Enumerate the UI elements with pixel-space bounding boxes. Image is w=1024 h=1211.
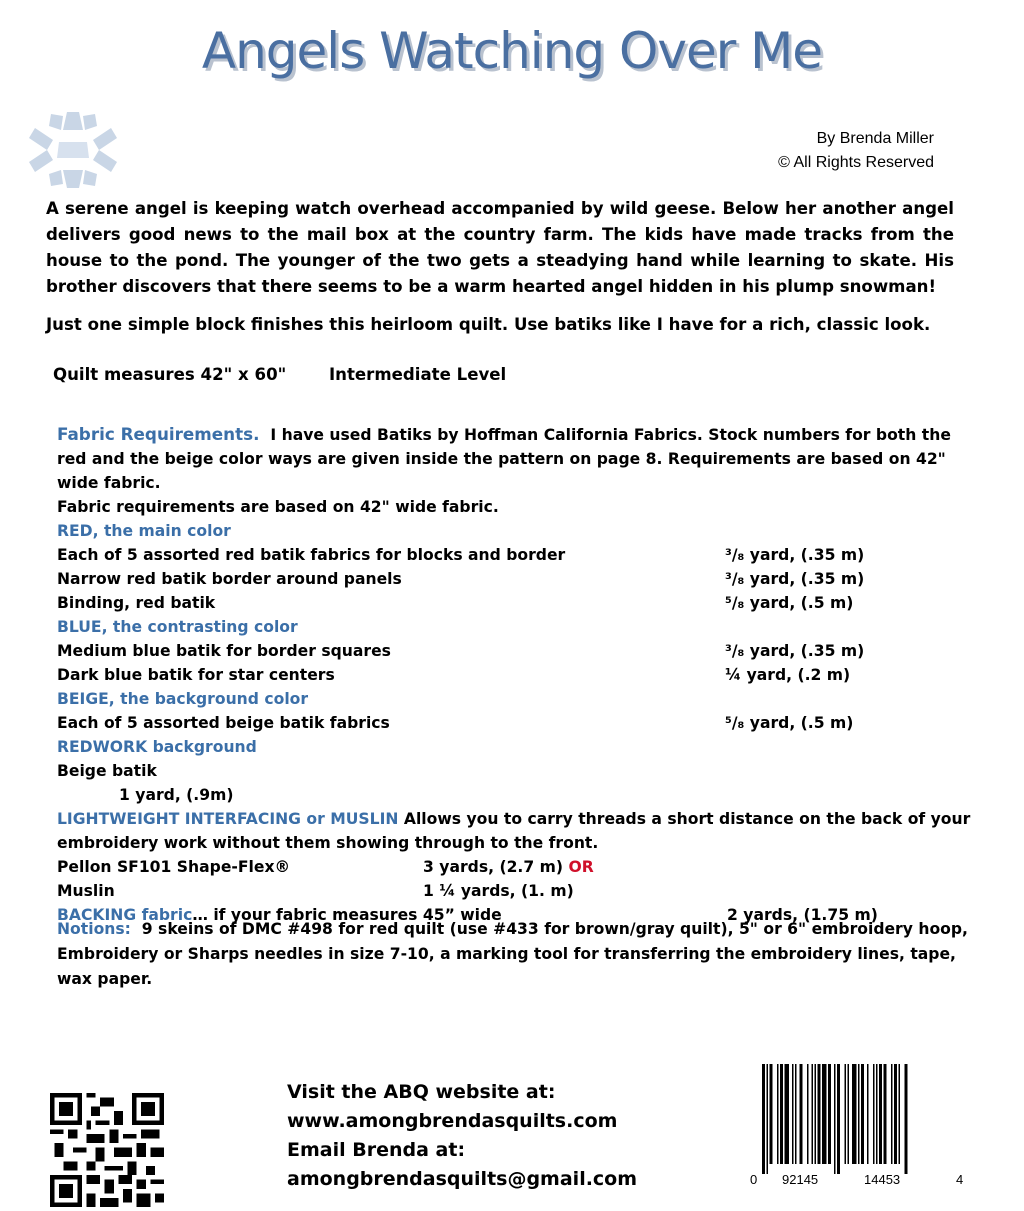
item-amount: ¼ yard, (.2 m) <box>725 666 851 684</box>
backing-heading: BACKING fabric <box>57 906 193 924</box>
interfacing-text: Allows you to carry threads a short distance on the back of your <box>403 810 971 828</box>
list-item <box>57 711 967 735</box>
list-item <box>57 591 967 615</box>
barcode-bar <box>762 1064 765 1174</box>
item-amount: 2 yards, (1.75 m) <box>727 906 878 924</box>
barcode-bar <box>807 1064 809 1164</box>
barcode-bar <box>767 1064 769 1174</box>
interfacing-text-2: embroidery work without them showing through to the front. <box>57 834 599 852</box>
item-amount: ⁵/₈ yard, (.5 m) <box>725 714 854 732</box>
fabric-heading-text-2: Fabric requirements are based on 42" wide fabric. <box>57 498 499 516</box>
barcode-digit-left: 0 <box>750 1172 758 1187</box>
website-label: Visit the ABQ website at: <box>287 1081 556 1103</box>
barcode-bar <box>837 1064 840 1174</box>
barcode-bar <box>828 1064 831 1164</box>
barcode-bar <box>800 1064 803 1164</box>
barcode-bar <box>884 1064 887 1164</box>
barcode-bar <box>905 1064 908 1174</box>
barcode-bar <box>858 1064 860 1164</box>
list-item <box>57 543 967 567</box>
barcode-digit-right: 4 <box>956 1172 964 1187</box>
barcode-bar <box>879 1064 882 1164</box>
email-label: Email Brenda at: <box>287 1139 466 1161</box>
item-amount: ³/₈ yard, (.35 m) <box>725 642 865 660</box>
skill-level: Intermediate Level <box>329 365 507 384</box>
item-amount: 3 yards, (2.7 m) <box>423 858 564 876</box>
item-label: Pellon SF101 Shape-Flex® <box>57 858 291 876</box>
barcode-bar <box>812 1064 814 1164</box>
barcode <box>740 1060 970 1190</box>
barcode-digits-group-2: 14453 <box>864 1172 901 1187</box>
website-link[interactable]: www.amongbrendasquilts.com <box>287 1110 618 1132</box>
item-amount: ⁵/₈ yard, (.5 m) <box>725 594 854 612</box>
barcode-digits-group-1: 92145 <box>782 1172 819 1187</box>
barcode-bar <box>852 1064 857 1164</box>
list-item <box>57 639 967 663</box>
barcode-bar <box>876 1064 878 1164</box>
item-label: Binding, red batik <box>57 594 216 612</box>
fabric-requirements <box>57 422 971 927</box>
interfacing-heading: LIGHTWEIGHT INTERFACING or MUSLIN <box>57 810 399 828</box>
item-label: Each of 5 assorted beige batik fabrics <box>57 714 390 732</box>
list-item <box>57 879 967 903</box>
redwork-amount: 1 yard, (.9m) <box>119 786 234 804</box>
barcode-bar <box>780 1064 783 1164</box>
item-amount: ³/₈ yard, (.35 m) <box>725 546 865 564</box>
barcode-bar <box>834 1064 836 1174</box>
barcode-bar <box>845 1064 847 1164</box>
author: By Brenda Miller <box>816 130 934 147</box>
barcode-bar <box>873 1064 875 1164</box>
intro-paragraph: A serene angel is keeping watch overhead accompanied by wild geese. Below her another angel delivers good news to the mail box at the country farm. The kids have made tracks from the house to the pond. The younger of the two gets a steadying hand while learning to skate. His brother discovers that there seems to be a warm hearted angel hidden in his plump snowman! <box>46 199 954 296</box>
barcode-bar <box>815 1064 817 1164</box>
barcode-bar <box>891 1064 893 1164</box>
barcode-bar <box>899 1064 901 1164</box>
notions-heading: Notions: <box>57 920 131 938</box>
barcode-bar <box>861 1064 864 1164</box>
barcode-bar <box>818 1064 821 1164</box>
barcode-bar <box>867 1064 869 1164</box>
or-label: OR <box>568 858 594 876</box>
barcode-bar <box>822 1064 827 1164</box>
snowflake-icon <box>24 110 122 190</box>
item-amount: 1 ¼ yards, (1. m) <box>423 882 574 900</box>
notions-text: 9 skeins of DMC #498 for red quilt (use #433 for brown/gray quilt), 5" or 6" embroidery hoop, Embroidery or Sharps needles in size 7-10, a marking tool for transferring the embroidery lines, tape, wax paper. <box>57 920 968 988</box>
item-amount: ³/₈ yard, (.35 m) <box>725 570 865 588</box>
barcode-bar <box>770 1064 773 1164</box>
item-label: Narrow red batik border around panels <box>57 570 402 588</box>
item-label: Medium blue batik for border squares <box>57 642 391 660</box>
list-item <box>57 855 967 879</box>
fabric-heading: Fabric Requirements. <box>57 424 260 444</box>
redwork-label: Beige batik <box>57 762 157 780</box>
beige-section-heading: BEIGE, the background color <box>57 690 309 708</box>
barcode-bar <box>795 1064 797 1164</box>
red-section-heading: RED, the main color <box>57 522 231 540</box>
copyright: © All Rights Reserved <box>778 154 934 171</box>
byline <box>778 127 934 175</box>
barcode-bar <box>792 1064 794 1164</box>
redwork-section-heading: REDWORK background <box>57 738 257 756</box>
item-label: Dark blue batik for star centers <box>57 666 335 684</box>
email-link[interactable]: amongbrendasquilts@gmail.com <box>287 1168 638 1190</box>
notions <box>57 917 977 992</box>
list-item <box>57 663 967 687</box>
fabric-heading-text: I have used Batiks by Hoffman California Fabrics. Stock numbers for both the red and the beige color ways are given inside the pattern on page 8. Requirements are based on 42" wide fabric. <box>57 426 951 492</box>
barcode-bar <box>785 1064 790 1164</box>
barcode-bar <box>777 1064 779 1164</box>
qr-code <box>50 1093 164 1207</box>
barcode-bar <box>894 1064 897 1164</box>
list-item <box>57 567 967 591</box>
intro-paragraph-2: Just one simple block finishes this heirloom quilt. Use batiks like I have for a rich, classic look. <box>46 315 931 334</box>
quilt-size: Quilt measures 42" x 60" <box>53 365 287 384</box>
item-label: Each of 5 assorted red batik fabrics for blocks and border <box>57 546 566 564</box>
blue-section-heading: BLUE, the contrasting color <box>57 618 298 636</box>
contact-info <box>287 1078 637 1194</box>
backing-text: … if your fabric measures 45” wide <box>192 906 502 924</box>
page-title: Angels Watching Over Me <box>201 22 823 80</box>
barcode-bar <box>848 1064 850 1164</box>
item-label: Muslin <box>57 882 115 900</box>
